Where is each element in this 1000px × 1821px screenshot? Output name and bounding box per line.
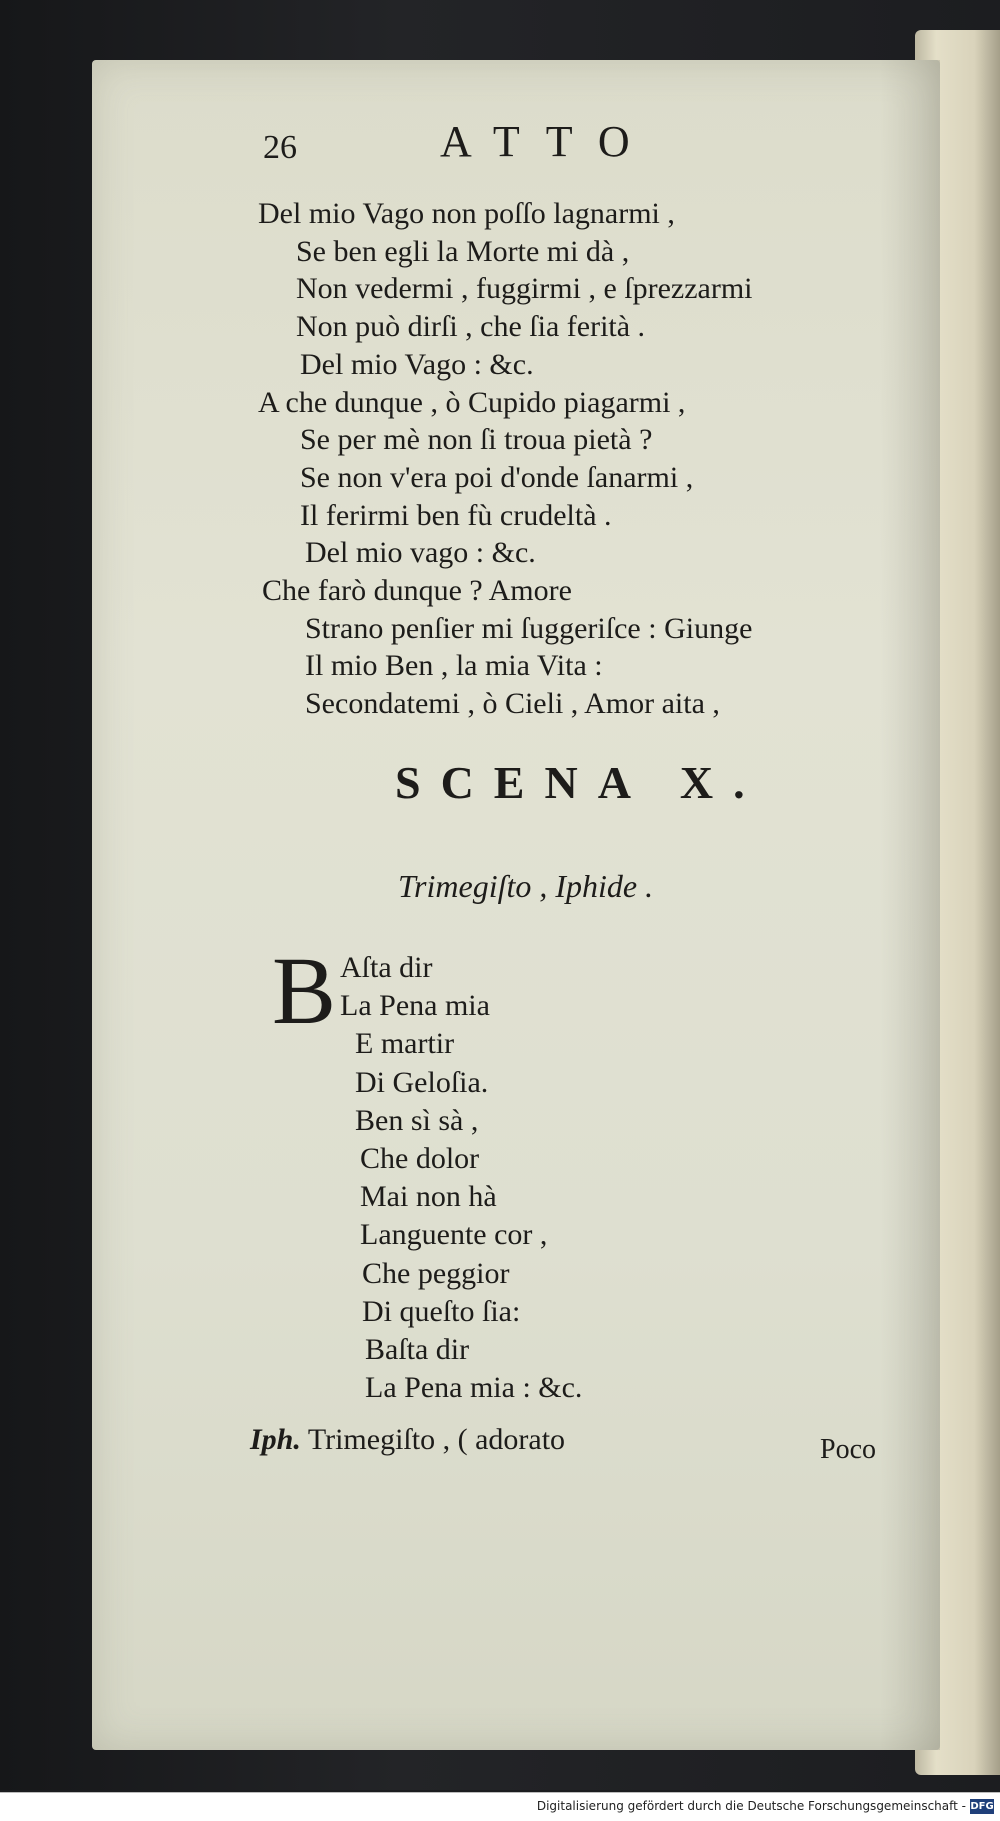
dialogue-line [250, 1422, 565, 1458]
song-line: La Pena mia [340, 989, 490, 1023]
scene-speakers: Trimegiſto , Iphide . [398, 868, 654, 904]
aria-line: Del mio vago : &c. [305, 536, 536, 570]
aria-line: Se ben egli la Morte mi dà , [296, 234, 630, 268]
song-line: Di queſto ſia: [362, 1294, 521, 1328]
drop-cap: B [272, 937, 337, 1044]
aria-line: Non può dirſi , che ſia ferità . [296, 310, 646, 344]
speaker-abbreviation: Iph. [250, 1423, 301, 1456]
aria-line: Del mio Vago : &c. [300, 347, 534, 381]
aria-line: Che farò dunque ? Amore [262, 574, 572, 607]
song-line: Aſta dir [340, 951, 433, 984]
song-line: La Pena mia : &c. [365, 1371, 583, 1405]
song-line: Che dolor [360, 1142, 480, 1175]
aria-line: A che dunque , ò Cupido piagarmi , [258, 385, 686, 419]
aria-line: Il ferirmi ben fù crudeltà . [300, 498, 612, 532]
song-line: Di Geloſia. [355, 1065, 489, 1099]
aria-line: Se non v'era poi d'onde ſanarmi , [300, 460, 694, 494]
aria-line: Strano penſier mi ſuggeriſce : Giunge [305, 611, 753, 645]
song-line: Mai non hà [360, 1180, 497, 1214]
aria-line: Secondatemi , ò Cieli , Amor aita , [305, 687, 720, 721]
catchword: Poco [820, 1434, 876, 1465]
aria-line: Del mio Vago non poſſo lagnarmi , [258, 197, 675, 230]
dialogue-text: Trimegiſto , ( adorato [307, 1423, 566, 1456]
song-line: Baſta dir [365, 1333, 470, 1366]
song-line: Ben sì sà , [355, 1103, 479, 1137]
running-head: ATTO [440, 117, 656, 166]
song-line: E martir [355, 1027, 455, 1061]
scene-title: SCENA X. [395, 757, 765, 808]
aria-line: Il mio Ben , la mia Vita : [305, 649, 603, 683]
song-line: Languente cor , [360, 1218, 548, 1252]
dfg-logo: DFG [970, 1801, 994, 1812]
aria-line: Se per mè non ſi troua pietà ? [300, 423, 653, 457]
digitization-footer [0, 1792, 1000, 1821]
song-line: Che peggior [362, 1256, 510, 1290]
aria-line: Non vedermi , fuggirmi , e ſprezzarmi [296, 272, 753, 306]
footer-credit: Digitalisierung gefördert durch die Deutsche Forschungsgemeinschaft - [536, 1799, 966, 1813]
page-number: 26 [263, 129, 297, 166]
